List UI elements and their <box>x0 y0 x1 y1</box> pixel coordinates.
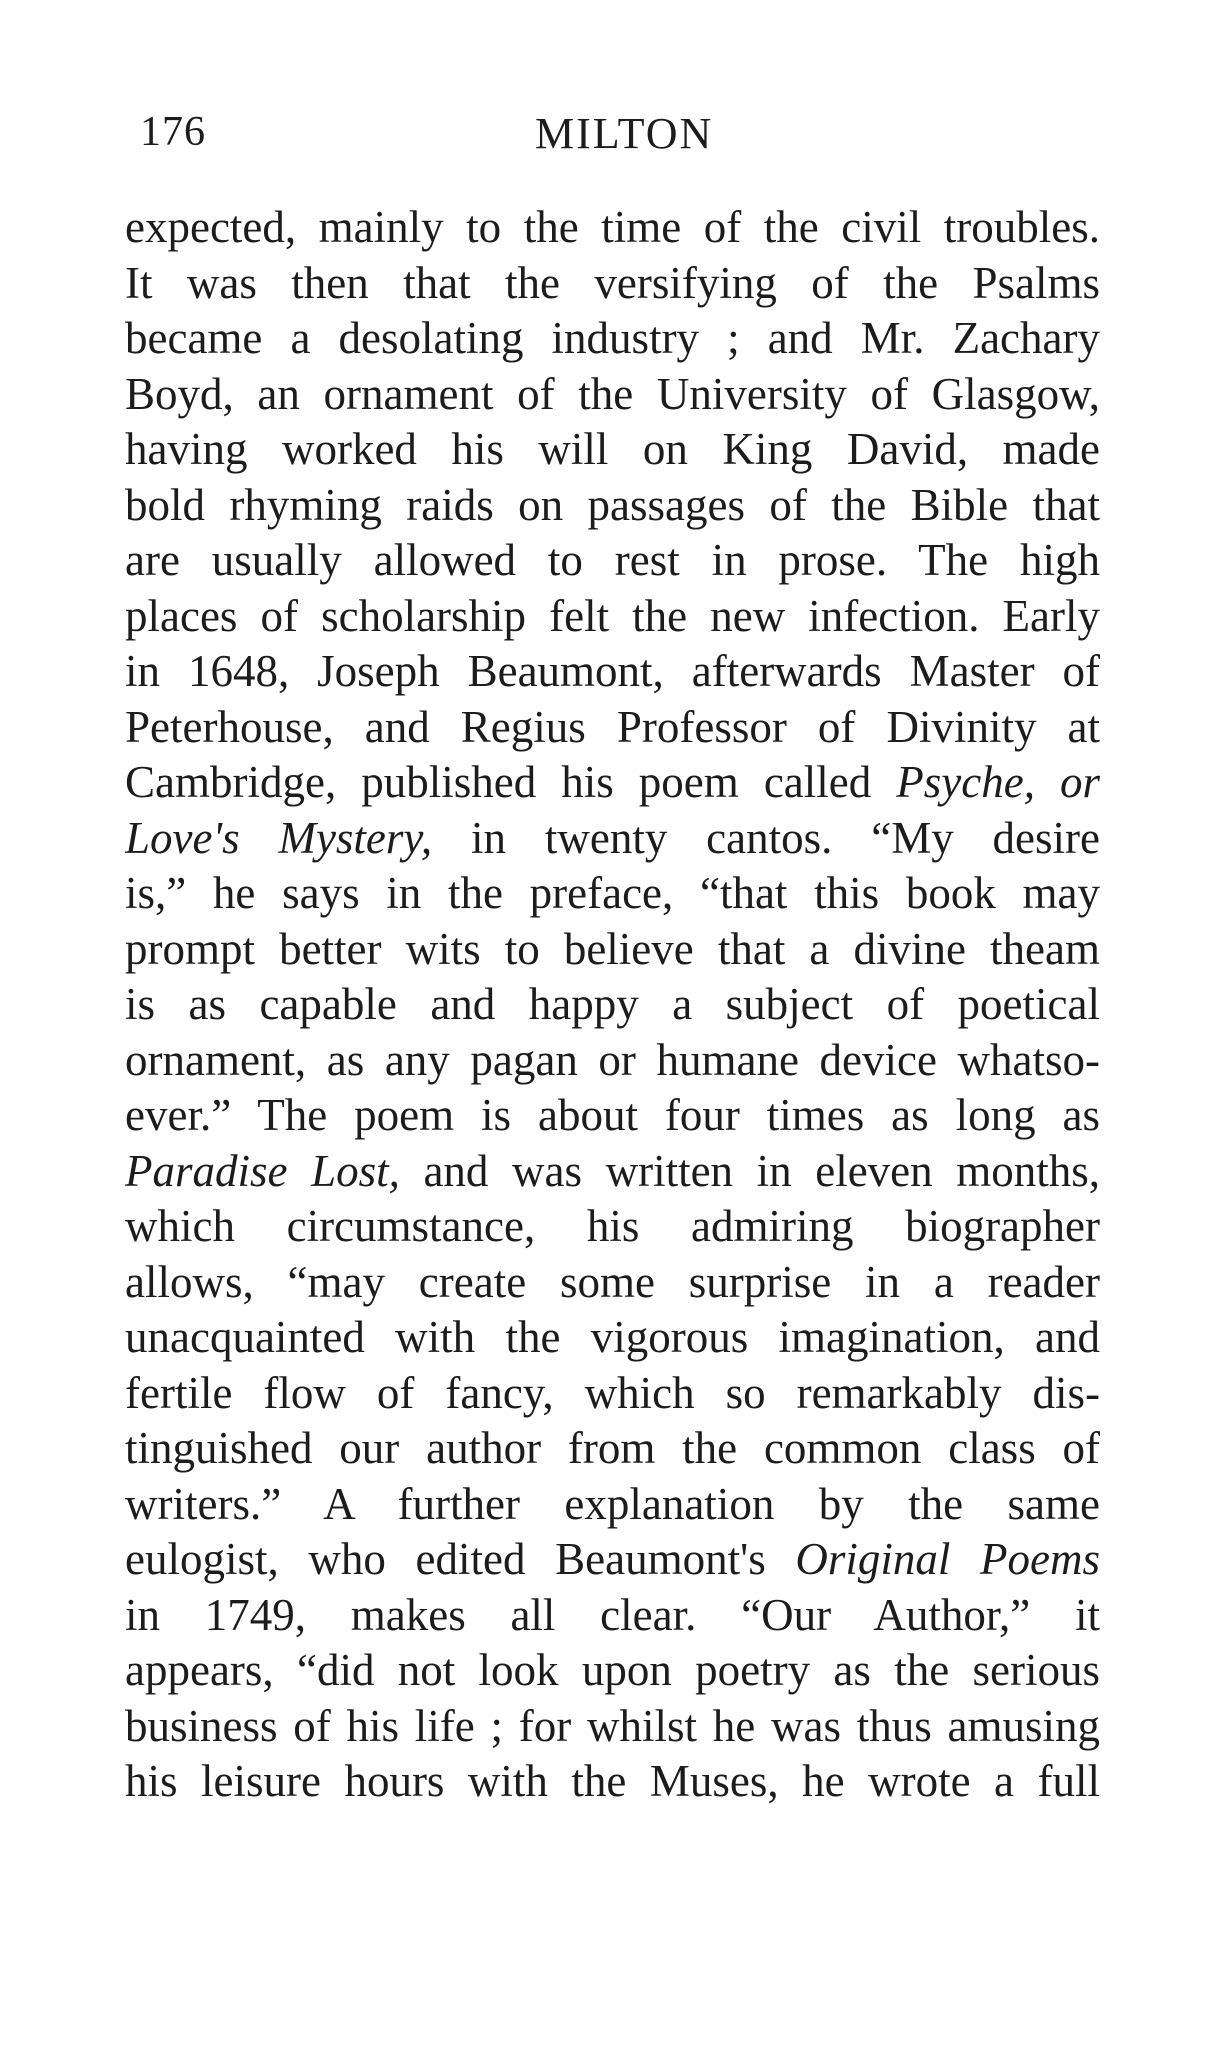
text-span: Peterhouse, and Regius Professor of Divinity at <box>125 701 1100 752</box>
text-span: is as capable and happy a subject of poetical <box>125 979 1100 1029</box>
text-span: in 1648, Joseph Beaumont, afterwards Master of <box>125 646 1100 696</box>
text-span: expected, mainly to the time of the civil troubles. <box>125 202 1100 252</box>
text-line <box>125 367 1100 423</box>
text-line <box>125 866 1100 922</box>
text-span: fertile flow of fancy, which so remarkably dis- <box>125 1367 1100 1418</box>
text-line <box>125 1643 1100 1699</box>
text-span: which circumstance, his admiring biographer <box>125 1201 1100 1251</box>
text-line <box>125 311 1100 367</box>
text-line <box>125 977 1100 1033</box>
text-span: in twenty cantos. “My desire <box>432 812 1100 863</box>
text-span: became a desolating industry ; and Mr. Zachary <box>125 313 1100 363</box>
text-span: business of his life ; for whilst he was thus amusing <box>125 1700 1100 1751</box>
text-span: having worked his will on King David, made <box>125 424 1100 474</box>
text-line <box>125 1699 1100 1755</box>
text-span: in 1749, makes all clear. “Our Author,” it <box>125 1589 1100 1640</box>
text-line <box>125 589 1100 645</box>
text-line <box>125 1532 1100 1588</box>
text-line <box>125 1310 1100 1366</box>
text-span: writers.” A further explanation by the same <box>125 1478 1100 1529</box>
text-line <box>125 1144 1100 1200</box>
text-span: tinguished our author from the common class of <box>125 1423 1100 1473</box>
text-span: It was then that the versifying of the Psalms <box>125 257 1100 308</box>
text-span: Boyd, an ornament of the University of Glasgow, <box>125 368 1100 419</box>
text-line <box>125 422 1100 478</box>
text-span: his leisure hours with the Muses, he wrote a full <box>125 1756 1100 1806</box>
text-span: bold rhyming raids on passages of the Bible that <box>125 479 1100 530</box>
text-line <box>125 1366 1100 1422</box>
page-number: 176 <box>140 109 206 155</box>
text-line <box>125 700 1100 756</box>
text-span: prompt better wits to believe that a divine theam <box>125 923 1100 974</box>
text-line <box>125 1477 1100 1533</box>
text-line <box>125 1754 1100 1810</box>
text-span: are usually allowed to rest in prose. The high <box>125 535 1100 585</box>
page-header <box>140 108 1100 168</box>
text-span: allows, “may create some surprise in a reader <box>125 1256 1100 1307</box>
text-span: eulogist, who edited Beaumont's <box>125 1534 796 1584</box>
text-line <box>125 922 1100 978</box>
text-span: unacquainted with the vigorous imagination, and <box>125 1312 1100 1362</box>
text-span: ever.” The poem is about four times as long as <box>125 1090 1100 1140</box>
text-line <box>125 1588 1100 1644</box>
text-line <box>125 811 1100 867</box>
body-text <box>125 200 1100 1810</box>
italic-text: Original Poems <box>795 1534 1100 1584</box>
text-span: ornament, as any pagan or humane device whatso- <box>125 1034 1100 1085</box>
italic-text: Love's Mystery, <box>125 812 433 863</box>
text-line <box>125 533 1100 589</box>
italic-text: Paradise Lost, <box>125 1145 400 1196</box>
text-line <box>125 1421 1100 1477</box>
text-span: and was written in eleven months, <box>399 1145 1100 1196</box>
text-span: is,” he says in the preface, “that this book may <box>125 868 1100 918</box>
text-line <box>125 755 1100 811</box>
running-title: MILTON <box>535 109 714 158</box>
text-span: appears, “did not look upon poetry as the serious <box>125 1645 1100 1695</box>
text-line <box>125 1199 1100 1255</box>
text-span: Cambridge, published his poem called <box>125 757 897 807</box>
text-line <box>125 644 1100 700</box>
text-line <box>125 256 1100 312</box>
text-line <box>125 200 1100 256</box>
text-line <box>125 1088 1100 1144</box>
text-line <box>125 478 1100 534</box>
text-span: places of scholarship felt the new infection. Early <box>125 590 1100 641</box>
text-line <box>125 1033 1100 1089</box>
text-line <box>125 1255 1100 1311</box>
italic-text: Psyche, or <box>896 757 1100 807</box>
